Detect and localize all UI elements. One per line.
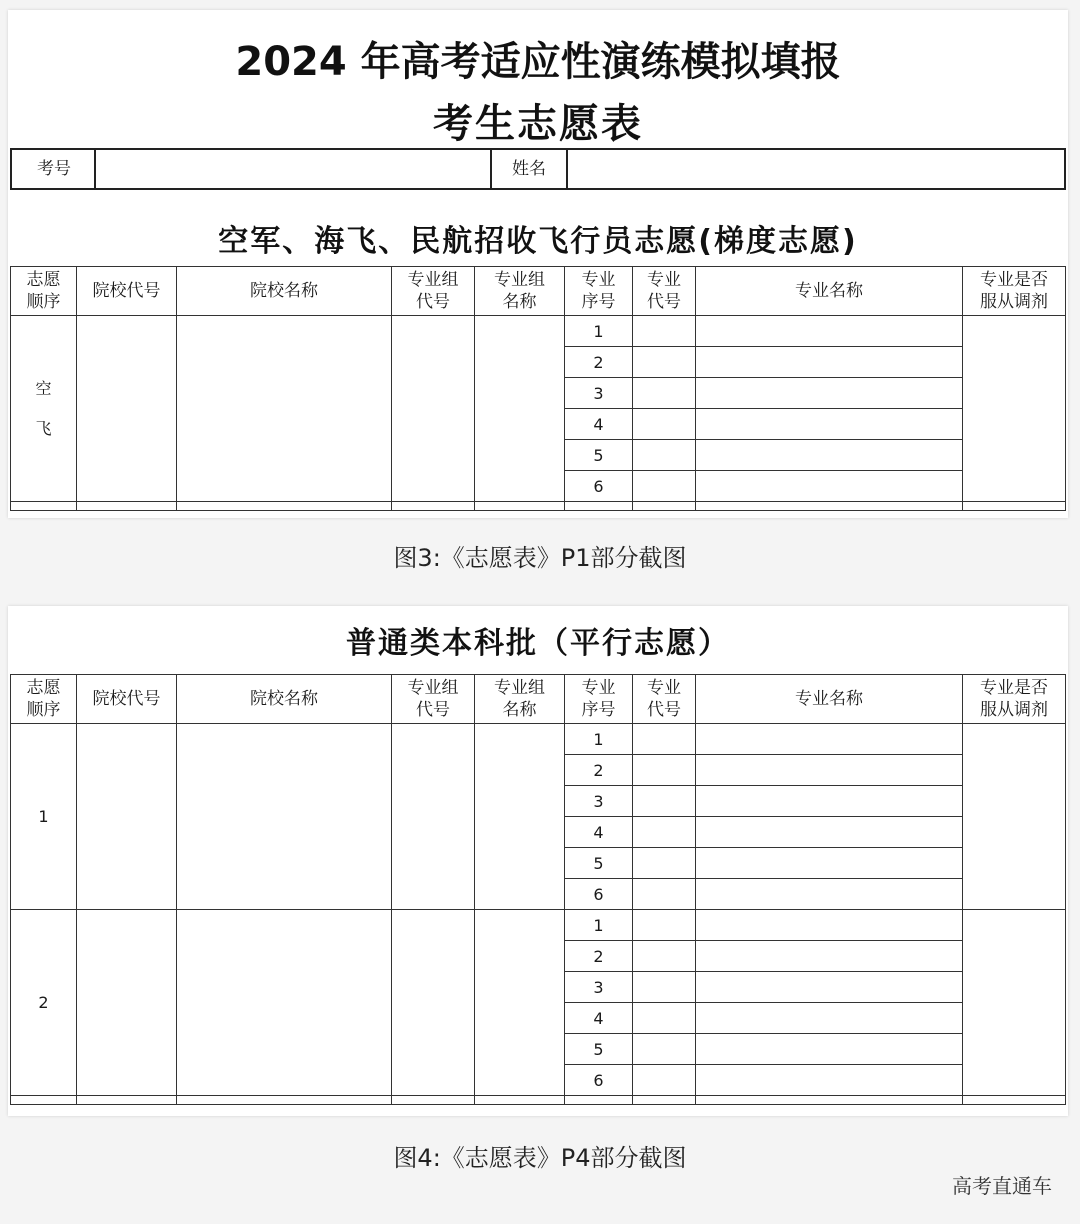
adjust-field[interactable] bbox=[963, 910, 1066, 1096]
major-name-field[interactable] bbox=[696, 378, 963, 409]
table-cell bbox=[565, 502, 633, 511]
group-order-cell bbox=[11, 316, 77, 502]
major-code-field[interactable] bbox=[633, 972, 696, 1003]
figure3-panel bbox=[8, 10, 1068, 518]
major-code-field[interactable] bbox=[633, 755, 696, 786]
table-row bbox=[11, 724, 1066, 755]
major-seq-cell: 1 bbox=[565, 724, 633, 755]
table-cell bbox=[565, 1096, 633, 1105]
major-seq-cell: 6 bbox=[565, 879, 633, 910]
major-name-field[interactable] bbox=[696, 1003, 963, 1034]
school-name-field[interactable] bbox=[177, 910, 392, 1096]
major-seq-cell: 3 bbox=[565, 786, 633, 817]
col-header-major-seq: 专业 序号 bbox=[565, 675, 633, 724]
school-code-field[interactable] bbox=[77, 724, 177, 910]
col-header-school-code: 院校代号 bbox=[77, 675, 177, 724]
major-name-field[interactable] bbox=[696, 409, 963, 440]
table-cell bbox=[475, 502, 565, 511]
major-name-field[interactable] bbox=[696, 755, 963, 786]
major-seq-cell: 3 bbox=[565, 378, 633, 409]
major-name-field[interactable] bbox=[696, 316, 963, 347]
major-code-field[interactable] bbox=[633, 1034, 696, 1065]
table-cell bbox=[11, 1096, 77, 1105]
major-code-field[interactable] bbox=[633, 879, 696, 910]
table-cell bbox=[77, 502, 177, 511]
major-name-field[interactable] bbox=[696, 471, 963, 502]
table-cell bbox=[963, 1096, 1066, 1105]
major-code-field[interactable] bbox=[633, 347, 696, 378]
name-field[interactable] bbox=[568, 150, 1064, 188]
major-name-field[interactable] bbox=[696, 347, 963, 378]
major-name-field[interactable] bbox=[696, 786, 963, 817]
major-seq-cell: 3 bbox=[565, 972, 633, 1003]
figure4-caption: 图4:《志愿表》P4部分截图 bbox=[393, 1144, 687, 1172]
table-cell bbox=[633, 1096, 696, 1105]
table-row bbox=[11, 316, 1066, 347]
table-cell bbox=[392, 1096, 475, 1105]
major-name-field[interactable] bbox=[696, 1034, 963, 1065]
adjust-field[interactable] bbox=[963, 316, 1066, 502]
col-header-order: 志愿 顺序 bbox=[11, 267, 77, 316]
major-name-field[interactable] bbox=[696, 972, 963, 1003]
exam-number-label: 考号 bbox=[37, 159, 71, 179]
major-code-field[interactable] bbox=[633, 471, 696, 502]
group-order-char: 飞 bbox=[35, 418, 52, 438]
group-order-cell: 1 bbox=[11, 724, 77, 910]
col-header-group-code: 专业组 代号 bbox=[392, 267, 475, 316]
watermark: 高考直通车 bbox=[952, 1174, 1052, 1198]
group-name-field[interactable] bbox=[475, 724, 565, 910]
col-header-group-name: 专业组 名称 bbox=[475, 675, 565, 724]
major-code-field[interactable] bbox=[633, 316, 696, 347]
school-name-field[interactable] bbox=[177, 724, 392, 910]
major-seq-cell: 6 bbox=[565, 1065, 633, 1096]
major-name-field[interactable] bbox=[696, 440, 963, 471]
col-header-adjust: 专业是否 服从调剂 bbox=[963, 675, 1066, 724]
school-name-field[interactable] bbox=[177, 316, 392, 502]
table-cell bbox=[696, 502, 963, 511]
major-seq-cell: 2 bbox=[565, 347, 633, 378]
col-header-major-seq: 专业 序号 bbox=[565, 267, 633, 316]
table-row bbox=[11, 910, 1066, 941]
table-cell bbox=[633, 502, 696, 511]
major-seq-cell: 6 bbox=[565, 471, 633, 502]
table-cell bbox=[11, 502, 77, 511]
table-header-row bbox=[11, 267, 1066, 316]
major-seq-cell: 4 bbox=[565, 817, 633, 848]
pilot-section-title: 空军、海飞、民航招收飞行员志愿(梯度志愿) bbox=[218, 224, 858, 259]
major-seq-cell: 4 bbox=[565, 1003, 633, 1034]
col-header-school-name: 院校名称 bbox=[177, 267, 392, 316]
major-seq-cell: 2 bbox=[565, 941, 633, 972]
group-code-field[interactable] bbox=[392, 724, 475, 910]
group-code-field[interactable] bbox=[392, 910, 475, 1096]
table-cell bbox=[696, 1096, 963, 1105]
regular-volunteer-table bbox=[10, 674, 1066, 1105]
col-header-adjust: 专业是否 服从调剂 bbox=[963, 267, 1066, 316]
group-name-field[interactable] bbox=[475, 910, 565, 1096]
major-code-field[interactable] bbox=[633, 1065, 696, 1096]
form-subtitle: 考生志愿表 bbox=[433, 101, 643, 147]
col-header-order: 志愿 顺序 bbox=[11, 675, 77, 724]
major-code-field[interactable] bbox=[633, 817, 696, 848]
major-code-field[interactable] bbox=[633, 848, 696, 879]
form-title: 2024 年高考适应性演练模拟填报 bbox=[235, 39, 841, 85]
table-cell bbox=[177, 502, 392, 511]
col-header-group-code: 专业组 代号 bbox=[392, 675, 475, 724]
school-code-field[interactable] bbox=[77, 316, 177, 502]
major-seq-cell: 1 bbox=[565, 316, 633, 347]
group-order-cell: 2 bbox=[11, 910, 77, 1096]
major-name-field[interactable] bbox=[696, 941, 963, 972]
table-cell bbox=[77, 1096, 177, 1105]
major-seq-cell: 1 bbox=[565, 910, 633, 941]
col-header-major-code: 专业 代号 bbox=[633, 267, 696, 316]
table-cell bbox=[392, 502, 475, 511]
major-seq-cell: 4 bbox=[565, 409, 633, 440]
col-header-major-code: 专业 代号 bbox=[633, 675, 696, 724]
adjust-field[interactable] bbox=[963, 724, 1066, 910]
col-header-school-code: 院校代号 bbox=[77, 267, 177, 316]
col-header-group-name: 专业组 名称 bbox=[475, 267, 565, 316]
major-seq-cell: 2 bbox=[565, 755, 633, 786]
major-name-field[interactable] bbox=[696, 910, 963, 941]
figure3-caption: 图3:《志愿表》P1部分截图 bbox=[393, 544, 687, 572]
major-code-field[interactable] bbox=[633, 409, 696, 440]
major-code-field[interactable] bbox=[633, 440, 696, 471]
major-name-field[interactable] bbox=[696, 879, 963, 910]
table-cell bbox=[963, 502, 1066, 511]
name-label: 姓名 bbox=[512, 159, 546, 179]
col-header-major-name: 专业名称 bbox=[696, 675, 963, 724]
school-code-field[interactable] bbox=[77, 910, 177, 1096]
table-row bbox=[11, 1096, 1066, 1105]
exam-number-field[interactable] bbox=[96, 150, 490, 188]
table-cell bbox=[177, 1096, 392, 1105]
col-header-school-name: 院校名称 bbox=[177, 675, 392, 724]
major-name-field[interactable] bbox=[696, 1065, 963, 1096]
major-code-field[interactable] bbox=[633, 910, 696, 941]
major-code-field[interactable] bbox=[633, 941, 696, 972]
pilot-volunteer-table bbox=[10, 266, 1066, 511]
major-name-field[interactable] bbox=[696, 848, 963, 879]
table-cell bbox=[475, 1096, 565, 1105]
major-code-field[interactable] bbox=[633, 724, 696, 755]
group-code-field[interactable] bbox=[392, 316, 475, 502]
major-seq-cell: 5 bbox=[565, 1034, 633, 1065]
col-header-major-name: 专业名称 bbox=[696, 267, 963, 316]
major-name-field[interactable] bbox=[696, 724, 963, 755]
major-code-field[interactable] bbox=[633, 378, 696, 409]
table-header-row bbox=[11, 675, 1066, 724]
major-seq-cell: 5 bbox=[565, 848, 633, 879]
major-code-field[interactable] bbox=[633, 1003, 696, 1034]
major-name-field[interactable] bbox=[696, 817, 963, 848]
major-code-field[interactable] bbox=[633, 786, 696, 817]
major-seq-cell: 5 bbox=[565, 440, 633, 471]
group-order-char: 空 bbox=[35, 378, 52, 398]
table-row bbox=[11, 502, 1066, 511]
group-name-field[interactable] bbox=[475, 316, 565, 502]
regular-section-title: 普通类本科批（平行志愿） bbox=[346, 626, 730, 661]
candidate-id-bar bbox=[10, 148, 1066, 190]
figure4-panel bbox=[8, 606, 1068, 1116]
